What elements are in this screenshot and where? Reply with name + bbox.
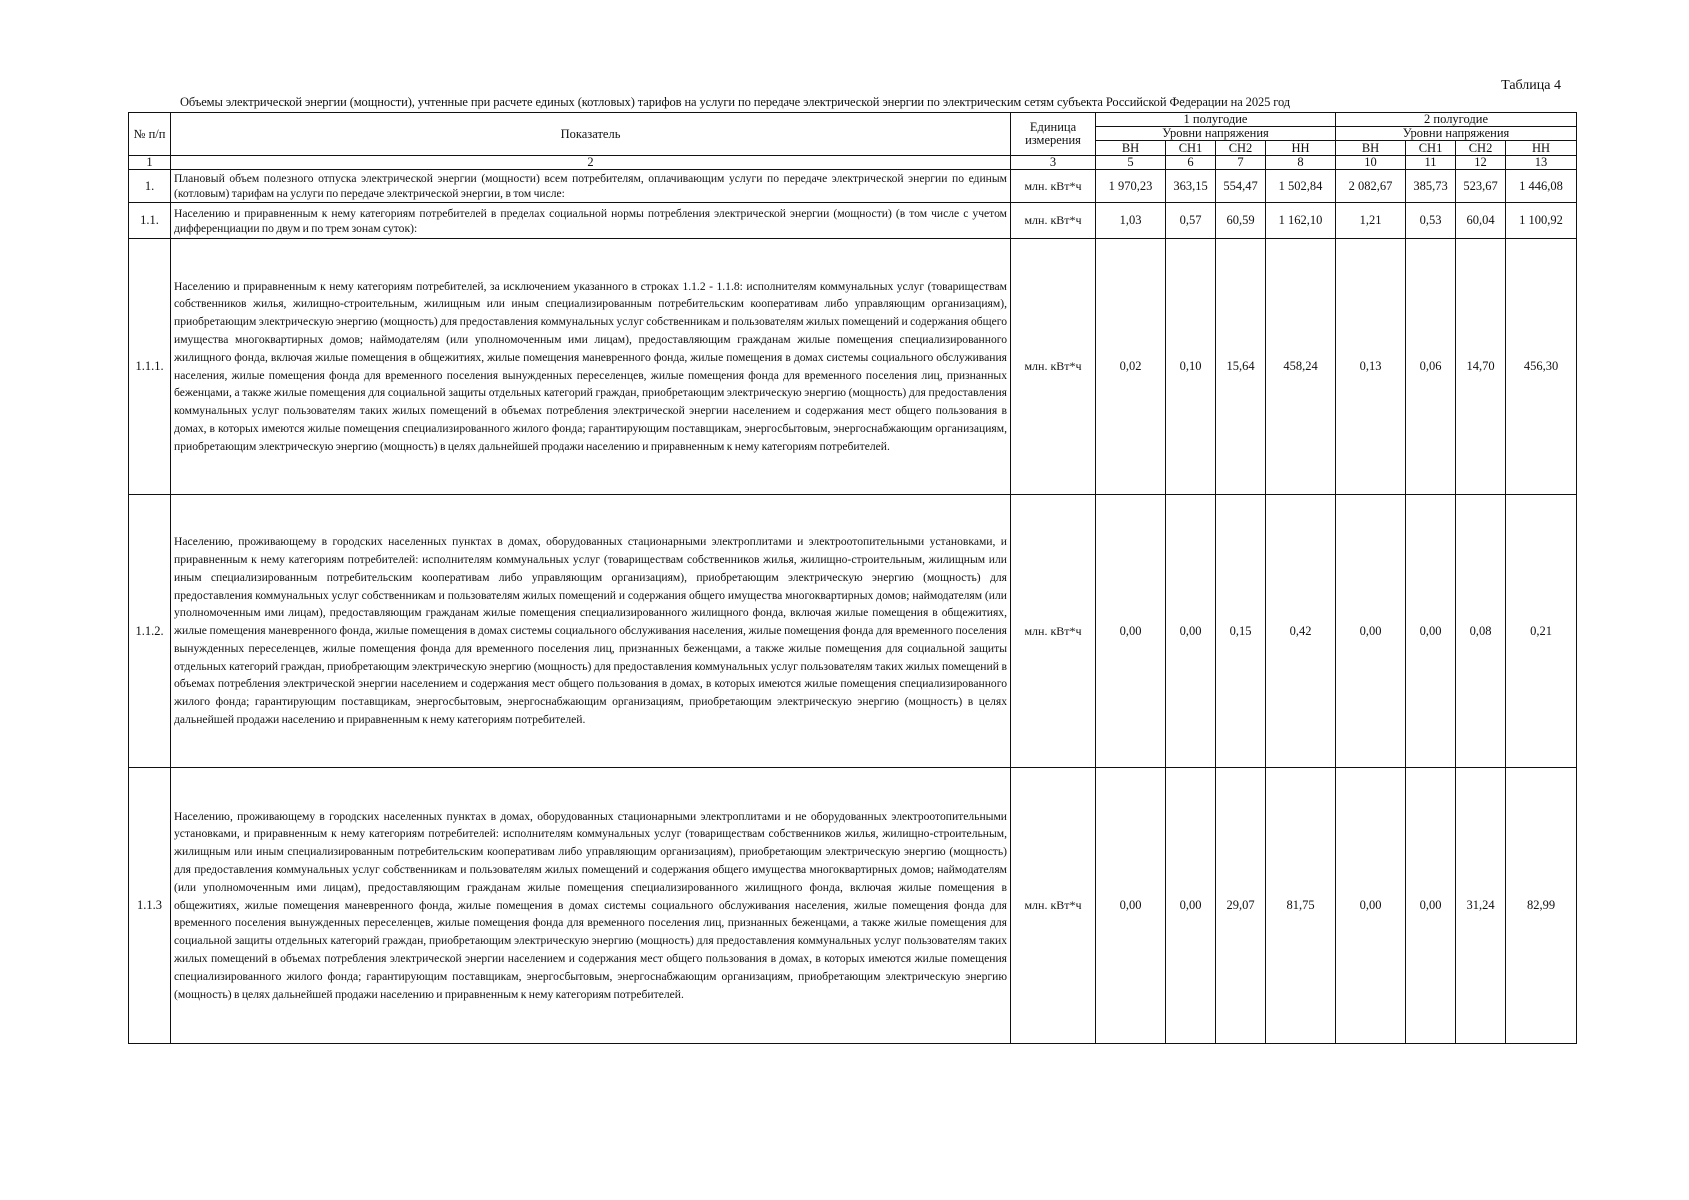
- row-number: 1.1.: [129, 203, 171, 239]
- row-unit: млн. кВт*ч: [1011, 203, 1096, 239]
- value-cell: 363,15: [1166, 170, 1216, 203]
- value-cell: 2 082,67: [1336, 170, 1406, 203]
- header-half2: 2 полугодие: [1336, 113, 1577, 127]
- value-cell: 29,07: [1216, 768, 1266, 1044]
- row-description: Населению, проживающему в городских населенных пунктах в домах, оборудованных стационарными электроплитами и не оборудованных электроотопительными установками, и приравненным к нему категориям потребителей: исполнителям коммунальных услуг (товариществам собственников жилья, жилищно-строительным, жилищным или иным специализированным потребительским кооперативам либо управляющим организациям), приобретающим электрическую энергию (мощность) для предоставления коммунальных услуг собственникам и пользователям жилых помещений и содержания общего имущества многоквартирных домов; наймодателям (или уполномоченным ими лицам), предоставляющим гражданам жилые помещения специализированного жилищного фонда, включая жилые помещения в общежитиях, жилые помещения маневренного фонда, жилые помещения в домах системы социального обслуживания населения, жилые помещения фонда для временного поселения вынужденных переселенцев, жилые помещения фонда для временного поселения лиц, признанных беженцами, а также жилые помещения для социальной защиты отдельных категорий граждан, приобретающим электрическую энергию (мощность) для предоставления коммунальных услуг пользователям таких жилых помещений в объемах потребления электрической энергии населением и содержания мест общего пользования в домах, в которых имеются жилые помещения специализированного жилого фонда; гарантирующим поставщикам, энергосбытовым, энергоснабжающим организациям, приобретающим электрическую энергию (мощность) в целях дальнейшей продажи населению и приравненным к нему категориям потребителей.: [171, 768, 1011, 1044]
- row-number: 1.1.2.: [129, 495, 171, 768]
- col-number: 12: [1456, 156, 1506, 170]
- header-levels-1: Уровни напряжения: [1096, 127, 1336, 141]
- value-cell: 0,02: [1096, 239, 1166, 495]
- value-cell: 458,24: [1266, 239, 1336, 495]
- value-cell: 0,00: [1166, 495, 1216, 768]
- value-cell: 0,00: [1166, 768, 1216, 1044]
- row-description: Плановый объем полезного отпуска электрической энергии (мощности) всем потребителям, оплачивающим услуги по передаче электрической энергии по единым (котловым) тарифам на услуги по передаче электрической энергии, в том числе:: [171, 170, 1011, 203]
- col-number: 10: [1336, 156, 1406, 170]
- value-cell: 0,21: [1506, 495, 1577, 768]
- table-row: [129, 495, 1577, 768]
- table-caption: Объемы электрической энергии (мощности), учтенные при расчете единых (котловых) тарифов на услуги по передаче электрической энергии по электрическим сетям субъекта Российской Федерации на 2025 год: [180, 95, 1291, 109]
- header-unit: Единица измерения: [1011, 113, 1096, 156]
- value-cell: 0,13: [1336, 239, 1406, 495]
- value-cell: 0,00: [1336, 768, 1406, 1044]
- col-number: 13: [1506, 156, 1577, 170]
- header-level-sn2-2: СН2: [1456, 141, 1506, 156]
- value-cell: 0,00: [1336, 495, 1406, 768]
- value-cell: 0,08: [1456, 495, 1506, 768]
- value-cell: 0,42: [1266, 495, 1336, 768]
- col-number: 2: [171, 156, 1011, 170]
- value-cell: 1 502,84: [1266, 170, 1336, 203]
- value-cell: 0,00: [1406, 495, 1456, 768]
- value-cell: 0,10: [1166, 239, 1216, 495]
- value-cell: 0,00: [1096, 768, 1166, 1044]
- header-level-sn2-1: СН2: [1216, 141, 1266, 156]
- value-cell: 15,64: [1216, 239, 1266, 495]
- value-cell: 0,15: [1216, 495, 1266, 768]
- row-number: 1.: [129, 170, 171, 203]
- col-number: 6: [1166, 156, 1216, 170]
- table-row: [129, 170, 1577, 203]
- col-number: 7: [1216, 156, 1266, 170]
- table-row: [129, 768, 1577, 1044]
- value-cell: 385,73: [1406, 170, 1456, 203]
- value-cell: 81,75: [1266, 768, 1336, 1044]
- value-cell: 0,00: [1096, 495, 1166, 768]
- header-level-nn-2: НН: [1506, 141, 1577, 156]
- header-level-sn1-2: СН1: [1406, 141, 1456, 156]
- value-cell: 1 100,92: [1506, 203, 1577, 239]
- value-cell: 1 970,23: [1096, 170, 1166, 203]
- row-number: 1.1.3: [129, 768, 171, 1044]
- row-description: Населению, проживающему в городских населенных пунктах в домах, оборудованных стационарными электроплитами и электроотопительными установками, и приравненным к нему категориям потребителей: исполнителям коммунальных услуг (товариществам собственников жилья, жилищно-строительным, жилищным или иным специализированным потребительским кооперативам либо управляющим организациям), приобретающим электрическую энергию (мощность) для предоставления коммунальных услуг собственникам и пользователям жилых помещений и содержания общего имущества многоквартирных домов; наймодателям (или уполномоченным ими лицам), предоставляющим гражданам жилые помещения специализированного жилищного фонда, включая жилые помещения в общежитиях, жилые помещения маневренного фонда, жилые помещения в домах системы социального обслуживания населения, жилые помещения фонда для временного поселения вынужденных переселенцев, жилые помещения фонда для временного поселения лиц, признанных беженцами, а также жилые помещения для социальной защиты отдельных категорий граждан, приобретающим электрическую энергию (мощность) для предоставления коммунальных услуг пользователям таких жилых помещений в объемах потребления электрической энергии населением и содержания мест общего пользования в домах, в которых имеются жилые помещения специализированного жилого фонда; гарантирующим поставщикам, энергосбытовым, энергоснабжающим организациям, приобретающим электрическую энергию (мощность) в целях дальнейшей продажи населению и приравненным к нему категориям потребителей.: [171, 495, 1011, 768]
- col-number: 8: [1266, 156, 1336, 170]
- table-number-label: Таблица 4: [1501, 78, 1561, 93]
- header-levels-2: Уровни напряжения: [1336, 127, 1577, 141]
- volumes-table: [128, 112, 1577, 1044]
- value-cell: 554,47: [1216, 170, 1266, 203]
- value-cell: 60,04: [1456, 203, 1506, 239]
- header-level-vn-1: ВН: [1096, 141, 1166, 156]
- value-cell: 0,00: [1406, 768, 1456, 1044]
- value-cell: 523,67: [1456, 170, 1506, 203]
- value-cell: 456,30: [1506, 239, 1577, 495]
- col-number: 3: [1011, 156, 1096, 170]
- value-cell: 1,03: [1096, 203, 1166, 239]
- header-indicator: Показатель: [171, 113, 1011, 156]
- row-description: Населению и приравненным к нему категориям потребителей в пределах социальной нормы потребления электрической энергии (мощности) (в том числе с учетом дифференциации по двум и по трем зонам суток):: [171, 203, 1011, 239]
- value-cell: 1 162,10: [1266, 203, 1336, 239]
- table-row: [129, 239, 1577, 495]
- value-cell: 60,59: [1216, 203, 1266, 239]
- value-cell: 31,24: [1456, 768, 1506, 1044]
- col-number: 5: [1096, 156, 1166, 170]
- row-description: Населению и приравненным к нему категориям потребителей, за исключением указанного в строках 1.1.2 - 1.1.8: исполнителям коммунальных услуг (товариществам собственников жилья, жилищно-строительным, жилищным или иным специализированным потребительским кооперативам либо управляющим организациям), приобретающим электрическую энергию (мощность) для предоставления коммунальных услуг собственникам и пользователям жилых помещений и содержания общего имущества многоквартирных домов; наймодателям (или уполномоченным ими лицам), предоставляющим гражданам жилые помещения специализированного жилищного фонда, включая жилые помещения в общежитиях, жилые помещения маневренного фонда, жилые помещения в домах системы социального обслуживания населения, жилые помещения фонда для временного поселения вынужденных переселенцев, жилые помещения фонда для временного поселения лиц, признанных беженцами, а также жилые помещения для социальной защиты отдельных категорий граждан, приобретающим электрическую энергию (мощность) для предоставления коммунальных услуг пользователям таких жилых помещений в объемах потребления электрической энергии населением и содержания мест общего пользования в домах, в которых имеются жилые помещения специализированного жилого фонда; гарантирующим поставщикам, энергосбытовым, энергоснабжающим организациям, приобретающим электрическую энергию (мощность) в целях дальнейшей продажи населению и приравненным к нему категориям потребителей.: [171, 239, 1011, 495]
- value-cell: 0,06: [1406, 239, 1456, 495]
- header-no: № п/п: [129, 113, 171, 156]
- header-level-vn-2: ВН: [1336, 141, 1406, 156]
- row-unit: млн. кВт*ч: [1011, 170, 1096, 203]
- value-cell: 0,57: [1166, 203, 1216, 239]
- row-unit: млн. кВт*ч: [1011, 495, 1096, 768]
- col-number: 1: [129, 156, 171, 170]
- row-unit: млн. кВт*ч: [1011, 768, 1096, 1044]
- header-level-nn-1: НН: [1266, 141, 1336, 156]
- header-level-sn1-1: СН1: [1166, 141, 1216, 156]
- header-half1: 1 полугодие: [1096, 113, 1336, 127]
- table-row: [129, 203, 1577, 239]
- value-cell: 1,21: [1336, 203, 1406, 239]
- col-number: 11: [1406, 156, 1456, 170]
- value-cell: 14,70: [1456, 239, 1506, 495]
- row-number: 1.1.1.: [129, 239, 171, 495]
- value-cell: 0,53: [1406, 203, 1456, 239]
- value-cell: 82,99: [1506, 768, 1577, 1044]
- value-cell: 1 446,08: [1506, 170, 1577, 203]
- row-unit: млн. кВт*ч: [1011, 239, 1096, 495]
